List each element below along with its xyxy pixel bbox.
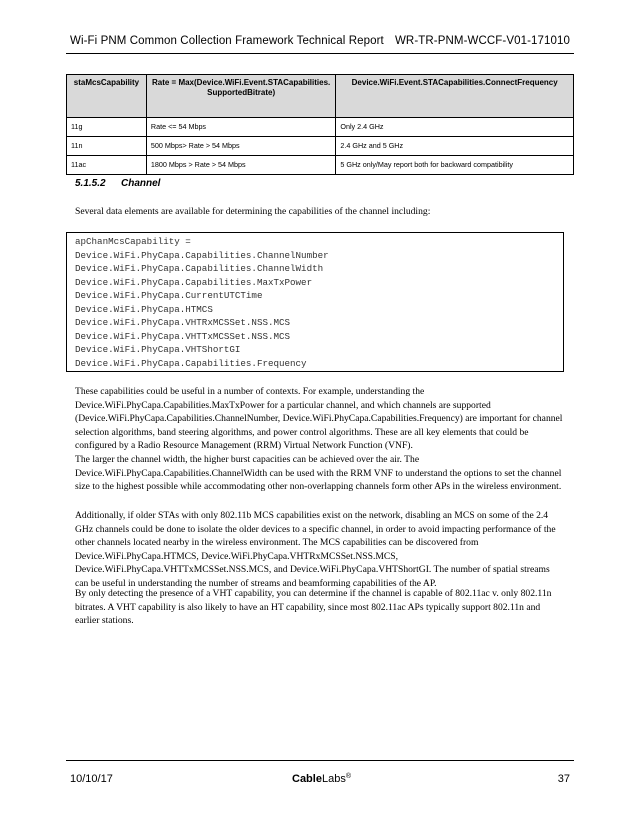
- code-line: Device.WiFi.PhyCapa.CurrentUTCTime: [75, 290, 263, 301]
- page-number: 37: [557, 773, 570, 785]
- footer-date: 10/10/17: [70, 773, 113, 785]
- body-paragraph: These capabilities could be useful in a number of contexts. For example, understanding the Device.WiFi.PhyCapa.Capabilities.MaxTxPower for a particular channel, and which channels are supported (Device.WiFi.PhyCapa.Capabilities.ChannelNumber, Device.WiFi.PhyCapa.Capabilities.Frequency) are important for channel selection algorithms, band steering algorithms, and power control algorithms. These are all key elements that could be configured by a Radio Resource Management (RRM) Virtual Network Function (VNF).: [75, 386, 563, 451]
- body-paragraph: Additionally, if older STAs with only 802.11b MCS capabilities exist on the network, disabling an MCS on some of the 2.4 GHz channels could be done to isolate the older devices to a specific channel, in order to avoid impacting performance of the other channels located nearby in the wireless environment. The MCS capabilities can be discovered from Device.WiFi.PhyCapa.HTMCS, Device.WiFi.PhyCapa.VHTRxMCSSet.NSS.MCS, Device.WiFi.PhyCapa.VHTTxMCSSet.NSS.MCS, and Device.WiFi.PhyCapa.VHTShortGI. The number of spatial streams can be useful in understanding the number of streams and beamforming capabilities of the AP.: [75, 510, 556, 589]
- header-doc-id: WR-TR-PNM-WCCF-V01-171010: [394, 35, 570, 47]
- table-header-cell: Rate = Max(Device.WiFi.Event.STACapabilities. SupportedBitrate): [146, 75, 335, 118]
- section-title: Channel: [121, 178, 161, 189]
- registered-mark: ®: [345, 773, 351, 780]
- table-header-cell: Device.WiFi.Event.STACapabilities.ConnectFrequency: [336, 75, 574, 118]
- section-heading: [75, 178, 160, 189]
- code-line: Device.WiFi.PhyCapa.Capabilities.MaxTxPower: [75, 276, 313, 288]
- code-line: Device.WiFi.PhyCapa.Capabilities.Frequency: [75, 357, 307, 369]
- header-title: Wi-Fi PNM Common Collection Framework Technical Report: [70, 35, 384, 47]
- table-cell: Only 2.4 GHz: [336, 118, 574, 137]
- capability-table: [66, 74, 574, 175]
- page-footer: [70, 773, 570, 793]
- section-intro: Several data elements are available for determining the capabilities of the channel including:: [75, 206, 431, 217]
- cablelabs-logo: [292, 773, 351, 785]
- table-cell: 5 GHz only/May report both for backward compatibility: [336, 156, 574, 175]
- footer-rule: [66, 760, 574, 761]
- header-rule: [66, 53, 574, 54]
- code-line: Device.WiFi.PhyCapa.VHTTxMCSSet.NSS.MCS: [75, 330, 291, 342]
- code-line: Device.WiFi.PhyCapa.HTMCS: [75, 303, 213, 315]
- table-cell: Rate <= 54 Mbps: [146, 118, 335, 137]
- code-line: Device.WiFi.PhyCapa.VHTRxMCSSet.NSS.MCS: [75, 317, 291, 328]
- logo-text: Labs: [321, 773, 346, 785]
- table-row: [67, 118, 574, 137]
- code-line: apChanMcsCapability =: [75, 236, 191, 247]
- table-row: [67, 137, 574, 156]
- table-row: [67, 156, 574, 175]
- table-cell: 11ac: [67, 156, 147, 175]
- table-cell: 1800 Mbps > Rate > 54 Mbps: [146, 156, 335, 175]
- table-cell: 2.4 GHz and 5 GHz: [336, 137, 574, 156]
- table-header-row: [67, 75, 574, 118]
- body-paragraph: By only detecting the presence of a VHT capability, you can determine if the channel is capable of 802.11ac v. only 802.11n bitrates. A VHT capability is also likely to have an HT capability, since most 802.11ac APs typically support 802.11n and earlier stations.: [75, 588, 552, 626]
- code-block: [66, 232, 564, 372]
- page-header: [70, 35, 570, 55]
- body-paragraph: The larger the channel width, the higher burst capacities can be achieved over the air. The Device.WiFi.PhyCapa.Capabilities.ChannelWidth can be used with the RRM VNF to understand the options to set the channel size to the highest possible while accommodating other non-overlapping channels form other APs in the wireless environment.: [75, 454, 562, 492]
- logo-text-bold: Cable: [292, 773, 322, 785]
- code-line: Device.WiFi.PhyCapa.VHTShortGI: [75, 344, 241, 355]
- table-cell: 11n: [67, 137, 147, 156]
- table-cell: 500 Mbps> Rate > 54 Mbps: [146, 137, 335, 156]
- section-number: 5.1.5.2: [75, 178, 106, 189]
- code-line: Device.WiFi.PhyCapa.Capabilities.ChannelWidth: [75, 263, 324, 274]
- table-cell: 11g: [67, 118, 147, 137]
- table-header-cell: staMcsCapability: [67, 75, 147, 118]
- code-line: Device.WiFi.PhyCapa.Capabilities.ChannelNumber: [75, 249, 329, 261]
